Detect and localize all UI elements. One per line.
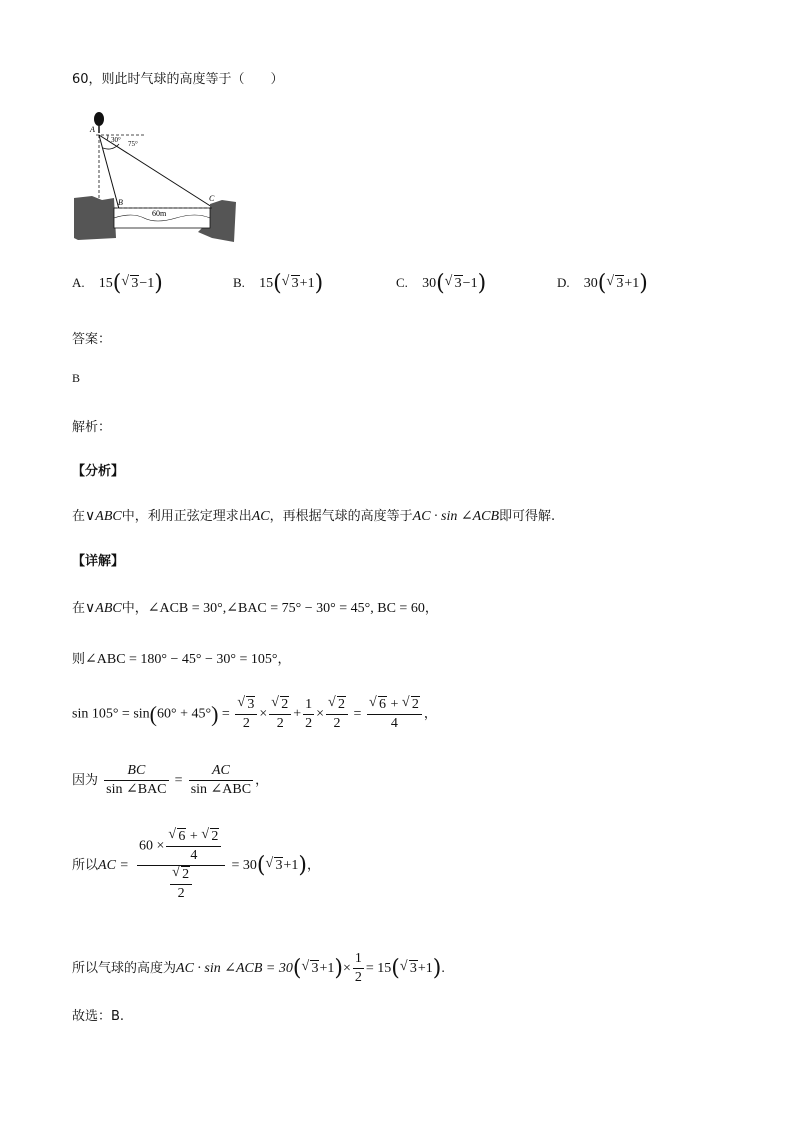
- detail-line-5: 所以AC = 60 × √ $\frac{6 + √ 2}{4}$ √ $\frac{2}{2}$ = 30(√ 3+1)，: [72, 828, 320, 903]
- fenxi-heading: 【分析】: [72, 464, 125, 479]
- distance-label: 60m: [152, 209, 167, 218]
- label-b: B: [118, 198, 123, 207]
- label-c: C: [209, 194, 215, 203]
- question-stem: 60，则此时气球的高度等于（ ）: [72, 72, 284, 87]
- angle-75-label: 75°: [128, 140, 138, 148]
- detail-line-6: 所以气球的高度为AC · sin ∠ACB = 30(√ 3+1)× $\frac{1}{2}$ = 15(√ 3+1).: [72, 950, 445, 987]
- option-d[interactable]: D. 30(√ 3+1): [557, 271, 648, 296]
- answer-heading: 答案：: [72, 332, 112, 347]
- detail-line-1: 在∨ABC中，∠ACB = 30°,∠BAC = 75° − 30° = 45°, BC = 60，: [72, 601, 438, 616]
- label-a: A: [90, 125, 95, 134]
- option-a[interactable]: A. 15(√ 3−1): [72, 271, 163, 296]
- balloon-figure: [72, 108, 240, 244]
- detail-line-4: 因为 $\frac{BC}{\text{sin ∠BAC}}$ = $\frac{AC}{\text{sin ∠ABC}}$ ，: [72, 763, 269, 797]
- balloon-icon: [94, 112, 104, 126]
- analysis-heading: 解析：: [72, 420, 112, 435]
- detail-line-3: sin 105° = sin(60° + 45°) = √ $\frac{3}{2}$ × √ $\frac{2}{2}$ + $\frac{1}{2}$ × √ $\frac{2}{2}$ = √ $\frac{6 + √ 2}{4}$ ，: [72, 696, 437, 733]
- detail-heading: 【详解】: [72, 554, 125, 569]
- detail-line-2: 则∠ABC = 180° − 45° − 30° = 105°，: [72, 652, 291, 667]
- angle-30-label: 30°: [111, 136, 121, 144]
- fenxi-text: 在∨ABC中，利用正弦定理求出AC，再根据气球的高度等于AC · sin ∠ACB即可得解.: [72, 509, 556, 524]
- option-c[interactable]: C. 30(√ 3−1): [396, 271, 486, 296]
- option-b[interactable]: B. 15(√ 3+1): [233, 271, 323, 296]
- conclusion: 故选：B.: [72, 1009, 125, 1024]
- answer-value: B: [72, 371, 81, 385]
